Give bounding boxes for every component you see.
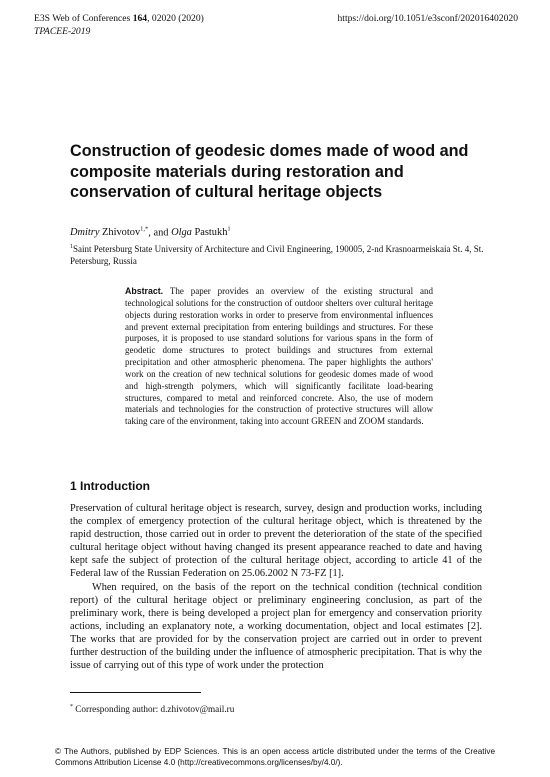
section-body [70, 502, 482, 672]
section-heading: 1 Introduction [70, 479, 150, 493]
abstract-label: Abstract. [125, 286, 164, 296]
author-2-marks: 1 [227, 226, 231, 233]
license-notice: © The Authors, published by EDP Sciences. This is an open access article distributed under the terms of the Creative Commons Attribution License 4.0 (http://creativecommons.org/licenses/by/4.0/). [55, 747, 495, 767]
author-1: Dmitry Zhivotov$^{1,*}$ [70, 226, 149, 239]
footnote-mark: * [70, 704, 73, 710]
author-separator: , and [148, 227, 172, 239]
journal-citation: E3S Web of Conferences 164, 02020 (2020) [34, 13, 204, 24]
running-header [34, 12, 204, 38]
author-2: Olga Pastukh$^1$ [171, 226, 231, 239]
doi-link[interactable]: https://doi.org/10.1051/e3sconf/202016402020 [337, 13, 518, 24]
volume-number: 164 [132, 13, 148, 24]
affiliation: $^1$Saint Petersburg State University of Architecture and Civil Engineering, 190005, 2-nd Krasnoarmeiskaia St. 4, St. Petersburg, Russia [70, 244, 484, 266]
footnote-divider [70, 692, 201, 693]
paper-title: Construction of geodesic domes made of wood and composite materials during restoration and conservation of cultural heritage objects [70, 142, 469, 201]
author-1-marks: 1,* [140, 226, 149, 233]
conference-name: TPACEE-2019 [34, 26, 91, 37]
body-paragraph-2: When required, on the basis of the report on the technical condition (technical condition report) of the cultural heritage object or preliminary engineering conclusion, as part of the preliminary work, there is being developed a project plan for emergency and conservation priority actions, including an explanatory note, a working documentation, object and local estimates [2]. The works that are provided for by the conservation project are carried out in order to prevent further destruction of the building under the influence of atmospheric precipitation. That is why the issue of carrying out of this type of work under the protection [70, 581, 482, 672]
footnote [70, 701, 234, 715]
affiliation-mark: 1 [70, 244, 73, 250]
author-list [70, 223, 231, 239]
footnote-text: Corresponding author: d.zhivotov@mail.ru [73, 704, 235, 715]
body-paragraph-1: Preservation of cultural heritage object is research, survey, design and production works, including the complex of emergency protection of the cultural heritage object, which is threatened by the rapid destruction, those carried out in order to prevent the deterioration of the state of the specified cultural heritage object without having changed its present appearance reached to date and having kept safe the subject of protection of the cultural heritage object, according to article 41 of the Federal law of the Russian Federation on 25.06.2002 N 73-FZ [1]. [70, 503, 482, 580]
abstract-text: The paper provides an overview of the existing structural and technological solutions for the construction of outdoor shelters over cultural heritage objects during restoration works in order to preserve from environmental influences and prevent external precipitation from entering buildings and structures. For these purposes, it is proposed to use standard solutions for various spans in the form of geodetic dome structures to protect buildings and structures from external precipitation and other atmospheric phenomena. The paper highlights the authors' work on the creation of new technical solutions for geodesic domes made of wood and high-strength polymers, which will significantly facilitate load-bearing structures, compared to metal and reinforced concrete. Also, the use of modern materials and technologies for the construction of protective structures will allow taking care of the environment, taking into account GREEN and ZOOM standards. [125, 286, 433, 427]
abstract [125, 286, 433, 428]
